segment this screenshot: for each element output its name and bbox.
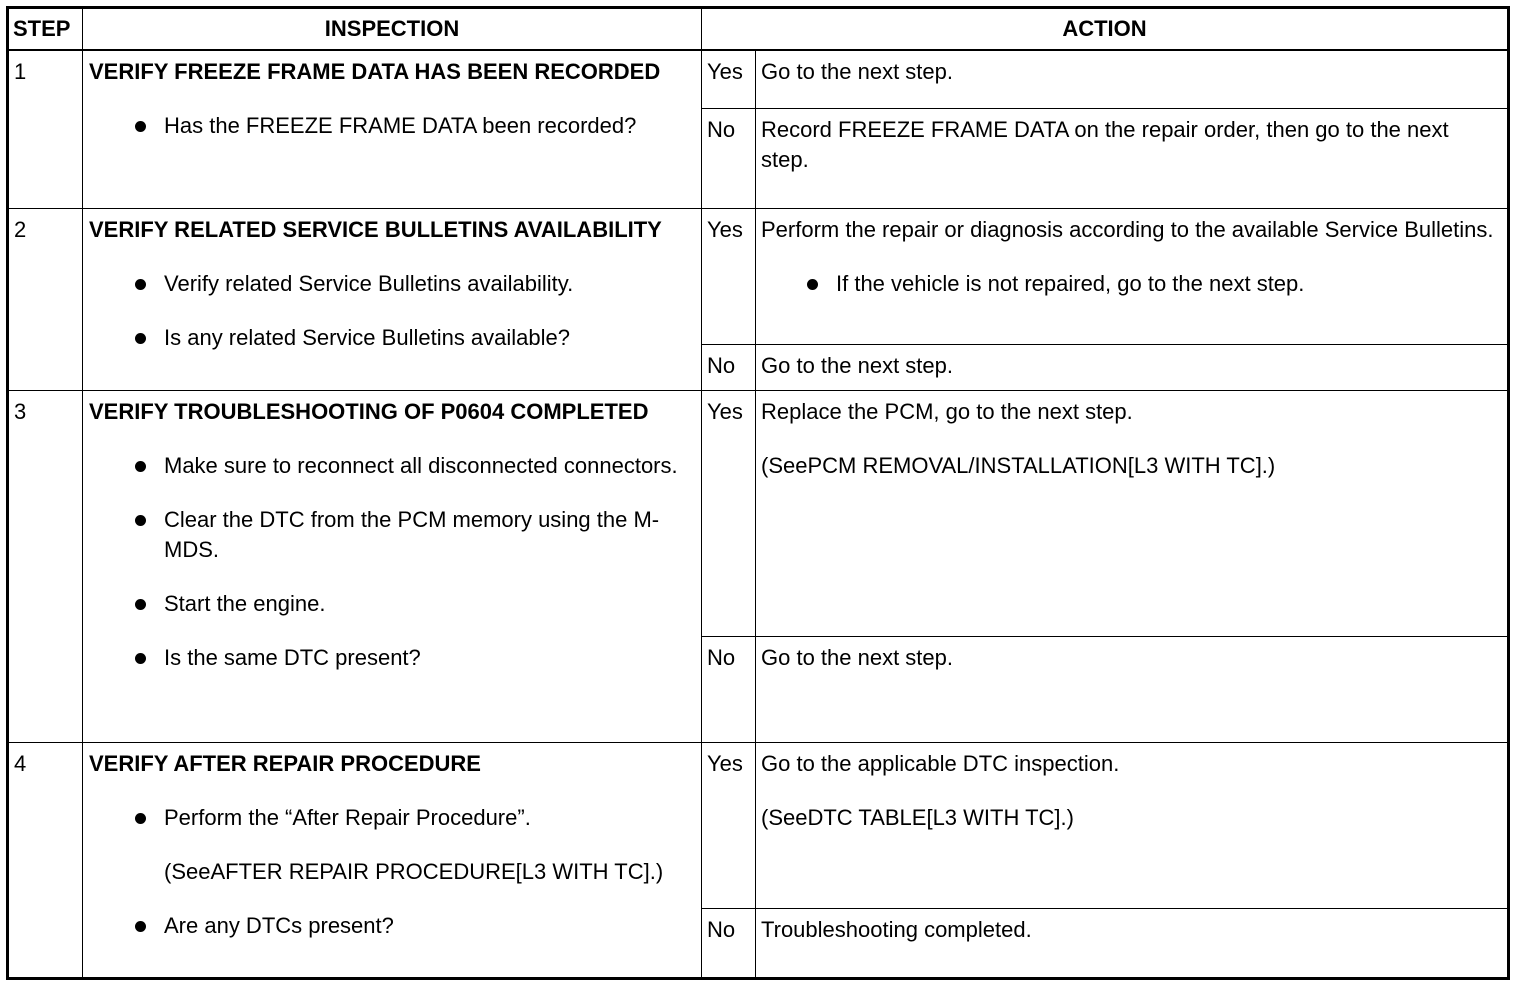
inspection-cell	[83, 50, 702, 208]
inspection-item: Perform the “After Repair Procedure”.	[89, 803, 691, 833]
inspection-header: INSPECTION	[83, 8, 702, 51]
no-label: No	[702, 908, 756, 978]
yes-label: Yes	[702, 208, 756, 344]
inspection-item: Verify related Service Bulletins availability.	[89, 269, 691, 299]
inspection-cell	[83, 208, 702, 390]
inspection-item: Is the same DTC present?	[89, 643, 691, 673]
yes-action-bullet: If the vehicle is not repaired, go to the next step.	[761, 269, 1499, 299]
step-header: STEP	[8, 8, 83, 51]
inspection-reference: (SeeAFTER REPAIR PROCEDURE[L3 WITH TC].)	[164, 858, 664, 884]
step-1-yes-row	[8, 50, 1509, 108]
no-action: Record FREEZE FRAME DATA on the repair order, then go to the next step.	[756, 108, 1509, 208]
yes-action-cell	[756, 742, 1509, 908]
yes-action: Go to the applicable DTC inspection.	[761, 750, 1120, 776]
yes-action-reference: (SeeDTC TABLE[L3 WITH TC].)	[761, 804, 1074, 830]
inspection-cell	[83, 390, 702, 742]
yes-action-cell	[756, 208, 1509, 344]
inspection-item: Are any DTCs present?	[89, 911, 691, 941]
no-label: No	[702, 344, 756, 390]
step-title: VERIFY RELATED SERVICE BULLETINS AVAILABILITY	[89, 216, 662, 242]
step-number: 2	[8, 208, 83, 390]
no-label: No	[702, 636, 756, 742]
step-4-yes-row	[8, 742, 1509, 908]
no-action: Troubleshooting completed.	[756, 908, 1509, 978]
step-title: VERIFY FREEZE FRAME DATA HAS BEEN RECORDED	[89, 59, 661, 84]
step-3-yes-row	[8, 390, 1509, 636]
no-action: Go to the next step.	[756, 636, 1509, 742]
step-number: 4	[8, 742, 83, 978]
yes-action-reference: (SeePCM REMOVAL/INSTALLATION[L3 WITH TC].)	[761, 452, 1276, 478]
action-header: ACTION	[702, 8, 1509, 51]
inspection-item: Make sure to reconnect all disconnected connectors.	[89, 451, 691, 481]
yes-action: Perform the repair or diagnosis according to the available Service Bulletins.	[761, 216, 1494, 242]
inspection-item: Start the engine.	[89, 589, 691, 619]
step-number: 3	[8, 390, 83, 742]
troubleshooting-table	[6, 6, 1510, 980]
yes-action: Go to the next step.	[756, 50, 1509, 108]
yes-action: Replace the PCM, go to the next step.	[761, 398, 1133, 424]
inspection-item: Clear the DTC from the PCM memory using the M-MDS.	[89, 505, 691, 565]
step-2-yes-row	[8, 208, 1509, 344]
header-row	[8, 8, 1509, 51]
inspection-item: Is any related Service Bulletins available?	[89, 323, 691, 353]
yes-label: Yes	[702, 742, 756, 908]
inspection-cell	[83, 742, 702, 978]
no-action: Go to the next step.	[756, 344, 1509, 390]
step-title: VERIFY AFTER REPAIR PROCEDURE	[89, 750, 481, 776]
yes-label: Yes	[702, 50, 756, 108]
no-label: No	[702, 108, 756, 208]
step-title: VERIFY TROUBLESHOOTING OF P0604 COMPLETED	[89, 398, 649, 424]
inspection-item: Has the FREEZE FRAME DATA been recorded?	[89, 111, 691, 141]
step-number: 1	[8, 50, 83, 208]
yes-action-cell	[756, 390, 1509, 636]
yes-label: Yes	[702, 390, 756, 636]
